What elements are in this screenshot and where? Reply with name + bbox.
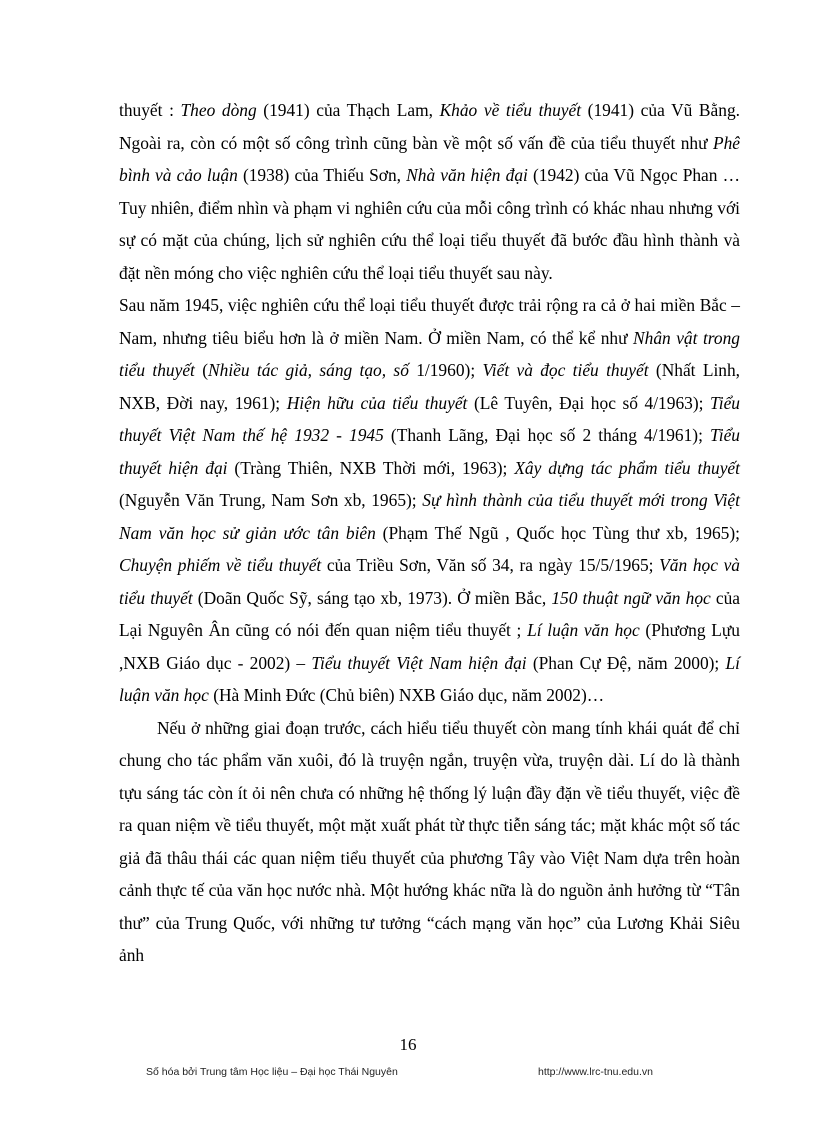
italic-title-run: Lí luận văn học xyxy=(527,620,640,640)
italic-title-run: Viết và đọc tiểu thuyết xyxy=(482,360,649,380)
text-run: (1938) của Thiếu Sơn, xyxy=(237,165,407,185)
text-run: (1941) của Thạch Lam, xyxy=(256,100,440,120)
text-run: ( xyxy=(194,360,209,380)
paragraph xyxy=(119,94,740,289)
paragraph xyxy=(119,712,740,972)
italic-title-run: Tiểu thuyết Việt Nam thế hệ 1932 - 1945 xyxy=(119,392,741,445)
italic-title-run: Tiểu thuyết Việt Nam hiện đại xyxy=(311,652,527,673)
text-run: (Phương Lựu ,NXB Giáo dục - 2002) – xyxy=(119,620,740,673)
italic-title-run: Xây dựng tác phẩm tiểu thuyết xyxy=(514,457,740,478)
italic-title-run: Nhân vật trong tiểu thuyết xyxy=(119,327,741,380)
text-run: thuyết : xyxy=(119,100,181,120)
text-run: (Nguyễn Văn Trung, Nam Sơn xb, 1965); xyxy=(119,490,423,510)
text-run: (Thanh Lãng, Đại học số 2 tháng 4/1961); xyxy=(383,425,711,445)
italic-title-run: 150 thuật ngữ văn học xyxy=(551,587,711,608)
text-run: (Doãn Quốc Sỹ, sáng tạo xb, 1973). Ở miền Bắc, xyxy=(192,587,552,608)
italic-title-run: Theo dòng xyxy=(180,100,257,120)
text-run: (Phan Cự Đệ, năm 2000); xyxy=(526,652,726,673)
footer-source: Số hóa bởi Trung tâm Học liệu – Đại học Thái Nguyên xyxy=(146,1066,398,1078)
italic-title-run: Chuyện phiếm về tiểu thuyết xyxy=(119,555,322,575)
italic-title-run: Phê bình và cảo luận xyxy=(119,132,740,185)
italic-title-run: Khảo về tiểu thuyết xyxy=(439,100,582,120)
text-run: (Hà Minh Đức (Chủ biên) NXB Giáo dục, năm 2002)… xyxy=(208,685,605,705)
body-text xyxy=(119,94,740,972)
italic-title-run: Nhà văn hiện đại xyxy=(406,165,528,185)
italic-title-run: Văn học và tiểu thuyết xyxy=(119,555,741,608)
page-number: 16 xyxy=(399,1035,417,1054)
italic-title-run: Lí luận văn học xyxy=(119,652,740,705)
paragraph xyxy=(119,289,740,712)
text-run: (Phạm Thế Ngũ , Quốc học Tùng thư xb, 1965); xyxy=(375,522,740,543)
text-run: (Lê Tuyên, Đại học số 4/1963); xyxy=(467,392,711,413)
text-run: (1942) của Vũ Ngọc Phan … Tuy nhiên, điểm nhìn và phạm vi nghiên cứu của mỗi công trình có khác nhau nhưng với sự có mặt của chúng, lịch sử nghiên cứu thể loại tiểu thuyết đã bước đầu hình thành và đặt nền móng cho việc nghiên cứu thể loại tiểu thuyết sau này. xyxy=(119,165,741,283)
text-run: (Nhất Linh, NXB, Đời nay, 1961); xyxy=(119,360,741,413)
text-run: 1/1960); xyxy=(408,360,483,380)
text-run: của Triều Sơn, Văn số 34, ra ngày 15/5/1965; xyxy=(321,555,660,575)
italic-title-run: Tiểu thuyết hiện đại xyxy=(119,425,740,478)
italic-title-run: Hiện hữu của tiểu thuyết xyxy=(286,392,468,413)
text-run: Nếu ở những giai đoạn trước, cách hiểu tiểu thuyết còn mang tính khái quát để chỉ chung cho tác phẩm văn xuôi, đó là truyện ngắn, truyện vừa, truyện dài. Lí do là thành tựu sáng tác còn ít ỏi nên chưa có những hệ thống lý luận đầy đặn về tiểu thuyết, việc đề ra quan niệm về tiểu thuyết, một mặt xuất phát từ thực tiễn sáng tác; mặt khác một số tác giả đã thâu thái các quan niệm tiểu thuyết của phương Tây vào Việt Nam dựa trên hoàn cảnh thực tế của văn học nước nhà. Một hướng khác nữa là do nguồn ảnh hưởng từ “Tân thư” của Trung Quốc, với những tư tưởng “cách mạng văn học” của Lương Khải Siêu ảnh xyxy=(119,717,740,965)
text-run: (1941) của Vũ Bằng. Ngoài ra, còn có một số công trình cũng bàn về một số vấn đề của tiểu thuyết như xyxy=(119,100,740,153)
footer-url: http://www.lrc-tnu.edu.vn xyxy=(538,1066,653,1078)
italic-title-run: Nhiều tác giả, sáng tạo, số xyxy=(208,360,409,380)
text-run: của Lại Nguyên Ân cũng có nói đến quan niệm tiểu thuyết ; xyxy=(119,587,740,640)
text-run: Sau năm 1945, việc nghiên cứu thể loại tiểu thuyết được trải rộng ra cả ở hai miền Bắc – Nam, nhưng tiêu biểu hơn là ở miền Nam. Ở miền Nam, có thể kể như xyxy=(119,295,740,348)
italic-title-run: Sự hình thành của tiểu thuyết mới trong Việt Nam văn học sử giản ước tân biên xyxy=(119,490,740,543)
text-run: (Tràng Thiên, NXB Thời mới, 1963); xyxy=(227,457,515,478)
